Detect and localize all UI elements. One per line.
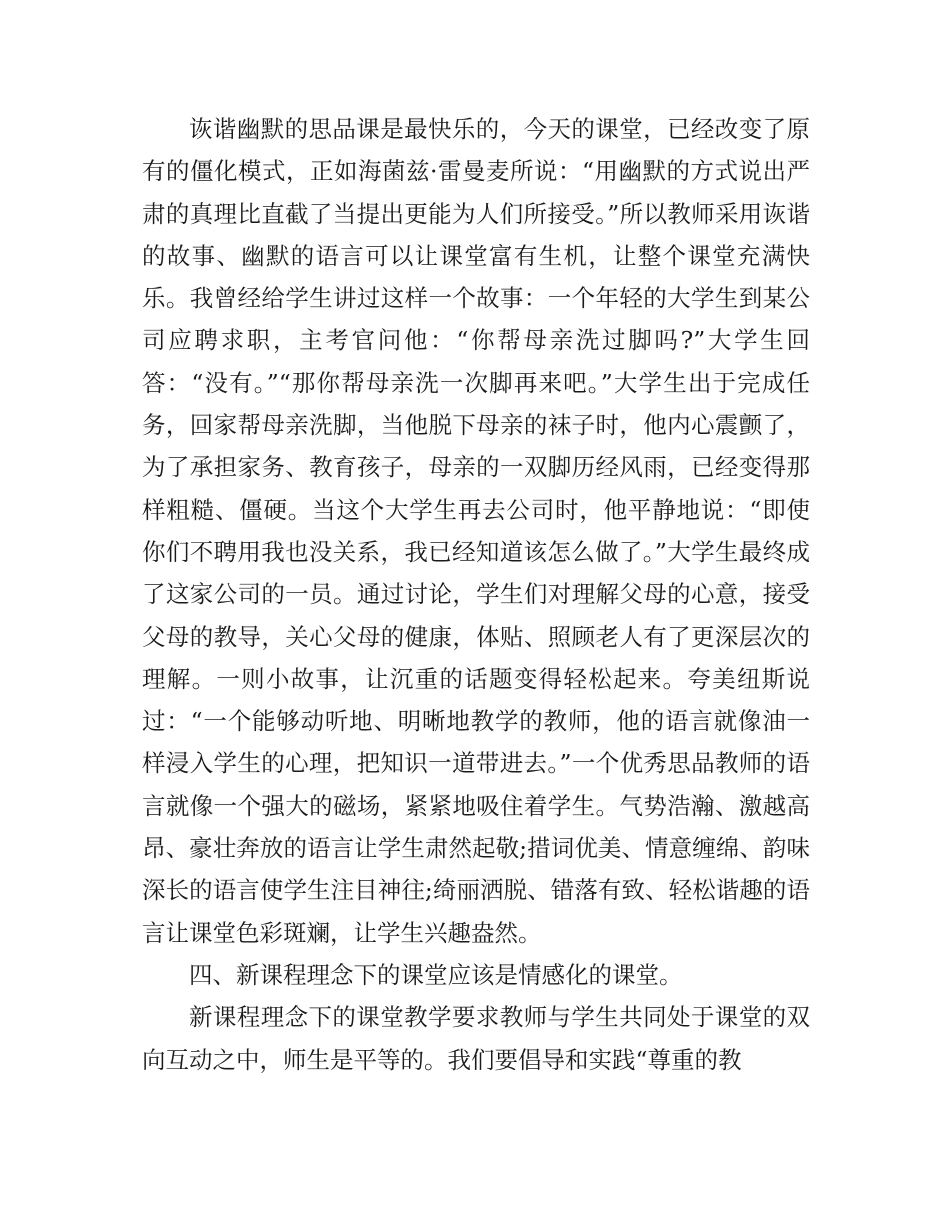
document-body xyxy=(142,108,810,1081)
section-heading-emotional-classroom: 四、新课程理念下的课堂应该是情感化的课堂。 xyxy=(189,960,683,989)
paragraph-humor-classroom: 诙谐幽默的思品课是最快乐的，今天的课堂，已经改变了原有的僵化模式，正如海菌兹·雷曼麦所说：“用幽默的方式说出严肃的真理比直截了当提出更能为人们所接受。”所以教师采用诙谐的故事、幽默的语言可以让课堂富有生机，让整个课堂充满快乐。我曾经给学生讲过这样一个故事：一个年轻的大学生到某公司应聘求职，主考官问他：“你帮母亲洗过脚吗?”大学生回答：“没有。”“那你帮母亲洗一次脚再来吧。”大学生出于完成任务，回家帮母亲洗脚，当他脱下母亲的袜子时，他内心震颤了，为了承担家务、教育孩子，母亲的一双脚历经风雨，已经变得那样粗糙、僵硬。当这个大学生再去公司时，他平静地说：“即使你们不聘用我也没关系，我已经知道该怎么做了。”大学生最终成了这家公司的一员。通过讨论，学生们对理解父母的心意，接受父母的教导，关心父母的健康，体贴、照顾老人有了更深层次的理解。一则小故事，让沉重的话题变得轻松起来。夸美纽斯说过：“一个能够动听地、明晰地教学的教师，他的语言就像油一样浸入学生的心理，把知识一道带进去。”一个优秀思品教师的语言就像一个强大的磁场，紧紧地吸住着学生。气势浩瀚、激越高昂、豪壮奔放的语言让学生肃然起敬;措词优美、情意缠绵、韵味深长的语言使学生注目神往;绮丽洒脱、错落有致、轻松谐趣的语言让课堂色彩斑斓，让学生兴趣盎然。 xyxy=(142,115,810,947)
paragraph-new-curriculum: 新课程理念下的课堂教学要求教师与学生共同处于课堂的双向互动之中，师生是平等的。我们要倡导和实践“尊重的教 xyxy=(142,1003,810,1074)
